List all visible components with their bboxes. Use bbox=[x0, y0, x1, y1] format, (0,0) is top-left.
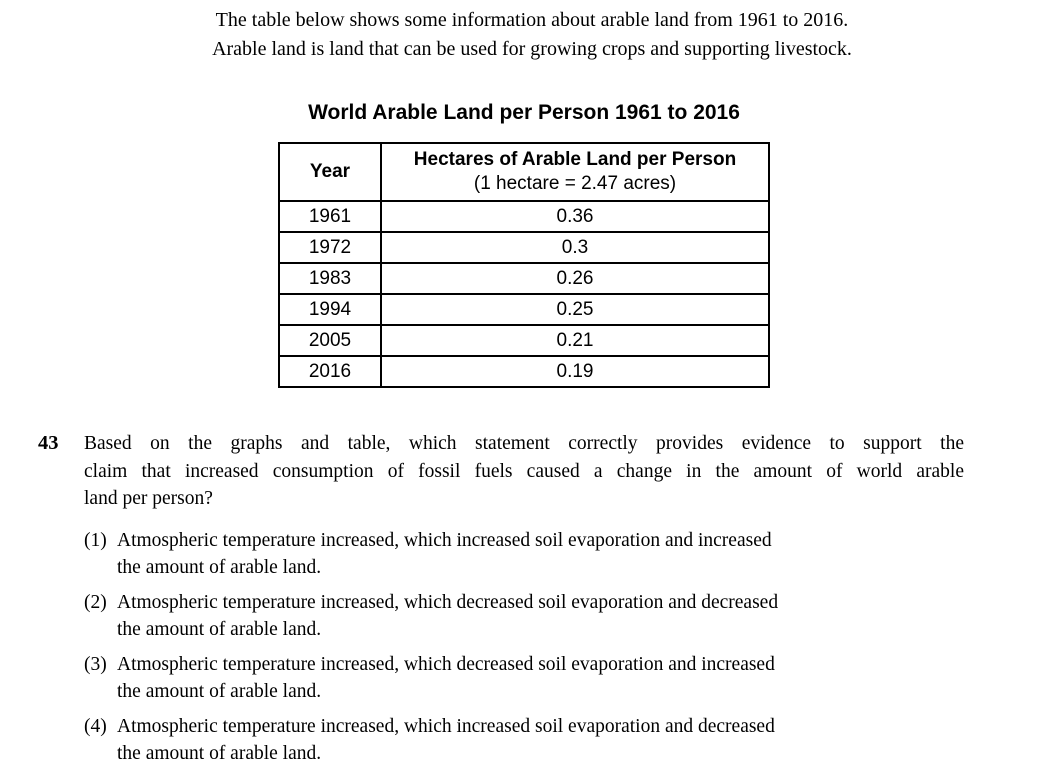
option-text-line: the amount of arable land. bbox=[117, 742, 322, 764]
question-body bbox=[84, 430, 964, 775]
option-text-line: Atmospheric temperature increased, which increased soil evaporation and decreased bbox=[117, 715, 775, 737]
option-text-line: Atmospheric temperature increased, which increased soil evaporation and increased bbox=[117, 529, 772, 551]
hectares-header-main: Hectares of Arable Land per Person bbox=[413, 149, 737, 170]
table-row bbox=[279, 325, 769, 356]
question-number: 43 bbox=[38, 432, 59, 454]
option-4 bbox=[84, 713, 964, 767]
value-cell: 0.26 bbox=[381, 263, 769, 294]
year-cell: 1994 bbox=[279, 294, 381, 325]
option-2-text bbox=[117, 589, 778, 643]
table-row bbox=[279, 294, 769, 325]
year-cell: 2016 bbox=[279, 356, 381, 387]
option-3-text bbox=[117, 651, 775, 705]
option-text-line: the amount of arable land. bbox=[117, 618, 322, 640]
header-row bbox=[279, 143, 769, 201]
table-body bbox=[279, 201, 769, 387]
arable-land-table-section bbox=[278, 101, 770, 388]
year-cell: 1961 bbox=[279, 201, 381, 232]
year-cell: 1983 bbox=[279, 263, 381, 294]
hectares-column-header bbox=[381, 143, 769, 201]
option-2-marker: (2) bbox=[84, 591, 107, 613]
question-text-line: claim that increased consumption of fossil fuels caused a change in the amount of world arable bbox=[84, 460, 964, 482]
option-text-line: Atmospheric temperature increased, which decreased soil evaporation and increased bbox=[117, 653, 775, 675]
option-text-line: Atmospheric temperature increased, which decreased soil evaporation and decreased bbox=[117, 591, 779, 613]
arable-land-table bbox=[278, 142, 770, 388]
option-3 bbox=[84, 651, 964, 705]
table-row bbox=[279, 263, 769, 294]
intro-line-1: The table below shows some information about arable land from 1961 to 2016. bbox=[215, 9, 849, 31]
table-row bbox=[279, 356, 769, 387]
table-title: World Arable Land per Person 1961 to 2016 bbox=[308, 101, 740, 124]
option-text-line: the amount of arable land. bbox=[117, 556, 322, 578]
year-cell: 2005 bbox=[279, 325, 381, 356]
table-row bbox=[279, 201, 769, 232]
value-cell: 0.19 bbox=[381, 356, 769, 387]
question-text-line: Based on the graphs and table, which statement correctly provides evidence to support the bbox=[84, 433, 964, 454]
table-row bbox=[279, 232, 769, 263]
option-4-text bbox=[117, 713, 775, 767]
question-43 bbox=[38, 430, 964, 775]
option-1 bbox=[84, 527, 964, 581]
value-cell: 0.3 bbox=[381, 232, 769, 263]
intro-paragraph bbox=[0, 6, 1064, 63]
value-cell: 0.25 bbox=[381, 294, 769, 325]
year-column-header: Year bbox=[279, 143, 381, 201]
question-text-line: land per person? bbox=[84, 488, 213, 509]
hectares-header-sub: (1 hectare = 2.47 acres) bbox=[473, 173, 677, 194]
answer-options bbox=[84, 527, 964, 767]
option-4-marker: (4) bbox=[84, 715, 107, 737]
option-text-line: the amount of arable land. bbox=[117, 680, 322, 702]
year-cell: 1972 bbox=[279, 232, 381, 263]
option-1-marker: (1) bbox=[84, 529, 107, 551]
option-2 bbox=[84, 589, 964, 643]
option-1-text bbox=[117, 527, 772, 581]
table-header bbox=[279, 143, 769, 201]
option-3-marker: (3) bbox=[84, 653, 107, 675]
value-cell: 0.36 bbox=[381, 201, 769, 232]
value-cell: 0.21 bbox=[381, 325, 769, 356]
intro-line-2: Arable land is land that can be used for growing crops and supporting livestock. bbox=[212, 37, 852, 60]
